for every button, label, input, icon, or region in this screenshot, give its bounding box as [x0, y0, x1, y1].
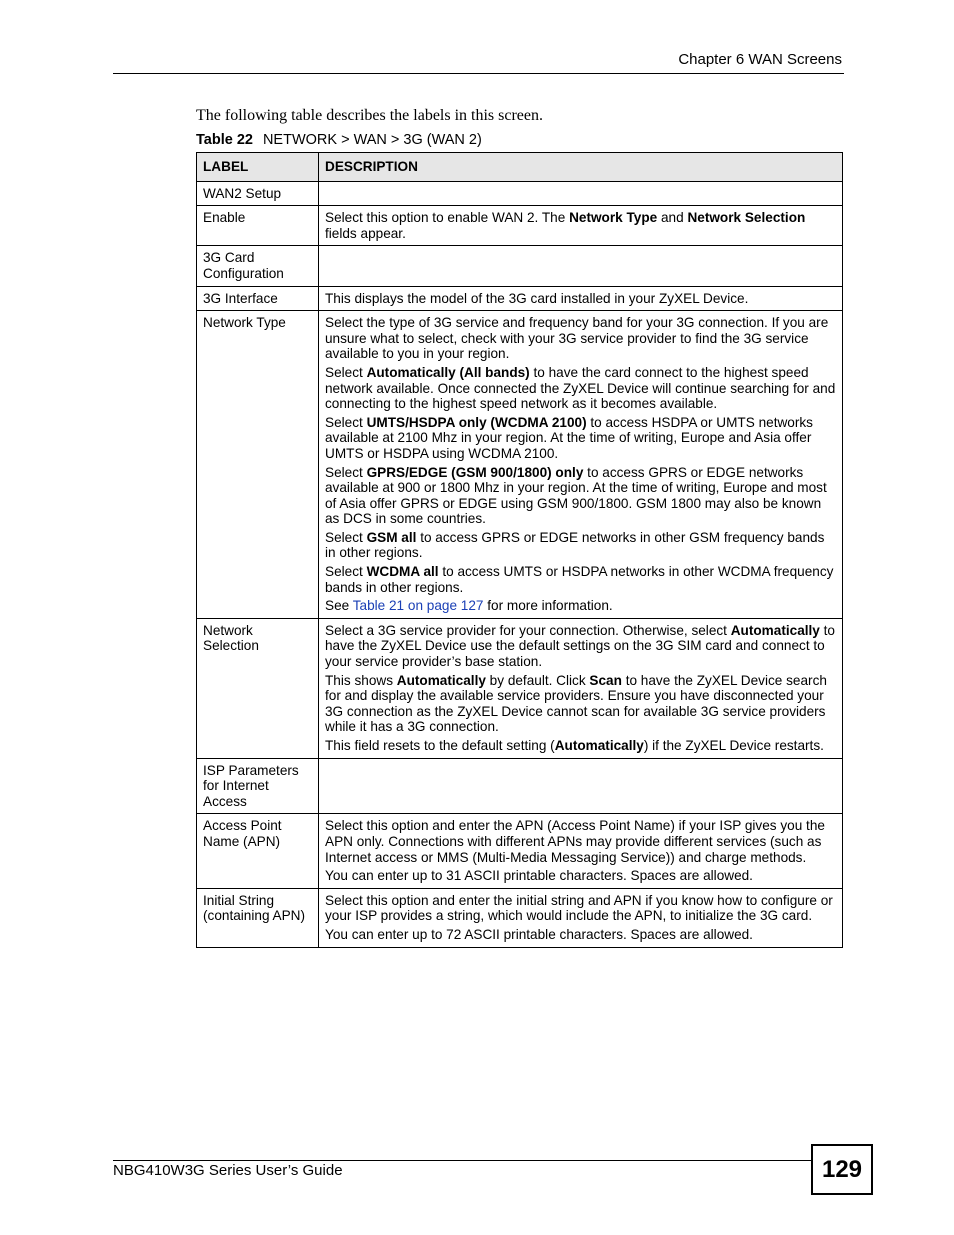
- description-paragraph: [325, 210, 836, 241]
- description-paragraph: [325, 291, 836, 307]
- footer-guide-title: NBG410W3G Series User’s Guide: [113, 1162, 343, 1179]
- description-paragraph: [325, 893, 836, 924]
- table-row: [197, 246, 843, 286]
- bold-term: Network Selection: [687, 210, 806, 226]
- text-segment: to access HSDPA or UMTS networks available at 2100 Mhz in your region. At the time of writing, Europe and Asia offer UMTS or HSDPA using WCDMA 2100.: [325, 414, 813, 461]
- row-description: [319, 286, 843, 311]
- text-segment: to access UMTS or HSDPA networks in other WCDMA frequency bands in other regions.: [325, 564, 834, 595]
- footer-rule: [113, 1160, 811, 1161]
- text-segment: Select this option and enter the initial string and APN if you know how to configure or your ISP provides a string, which would include the APN, to initialize the 3G card.: [325, 892, 833, 924]
- text-segment: See: [325, 598, 353, 614]
- bold-term: WCDMA all: [366, 564, 439, 580]
- description-paragraph: [325, 530, 836, 561]
- row-label: 3G Interface: [197, 286, 319, 311]
- column-header-description: DESCRIPTION: [319, 153, 843, 182]
- text-segment: This displays the model of the 3G card installed in your ZyXEL Device.: [325, 290, 749, 306]
- row-description: [319, 181, 843, 206]
- header-rule: [113, 73, 844, 74]
- text-segment: for more information.: [483, 598, 613, 614]
- text-segment: to have the ZyXEL Device search for and display the available service providers. Ensure you have disconnected your 3G connection as the ZyXEL Device cannot scan for available 3G service providers while it has a 3G connection.: [325, 672, 827, 735]
- bold-term: Scan: [589, 672, 622, 688]
- text-segment: This field resets to the default setting (: [325, 738, 555, 753]
- text-segment: Select: [325, 364, 367, 380]
- row-label: Access Point Name (APN): [197, 814, 319, 888]
- text-segment: Select: [325, 464, 367, 480]
- description-paragraph: [325, 868, 836, 884]
- table-row: [197, 618, 843, 758]
- table-row: [197, 758, 843, 814]
- text-segment: to access GPRS or EDGE networks in other GSM frequency bands in other regions.: [325, 529, 825, 561]
- row-description: [319, 311, 843, 619]
- page-number: 129: [811, 1144, 873, 1195]
- column-header-label: LABEL: [197, 153, 319, 182]
- bold-term: Automatically: [730, 622, 820, 638]
- row-description: [319, 618, 843, 758]
- intro-text: The following table describes the labels in this screen.: [196, 107, 544, 124]
- text-segment: by default. Click: [485, 672, 590, 688]
- table-caption-label: Table 22: [196, 132, 253, 148]
- bold-term: Network Type: [569, 210, 658, 226]
- description-paragraph: [325, 818, 836, 865]
- row-description: [319, 246, 843, 286]
- text-segment: fields appear.: [325, 225, 406, 241]
- bold-term: UMTS/HSDPA only (WCDMA 2100): [366, 414, 587, 430]
- description-table: [196, 152, 843, 948]
- text-segment: Select: [325, 529, 367, 545]
- text-segment: Select: [325, 564, 367, 580]
- table-row: [197, 814, 843, 888]
- description-paragraph: [325, 365, 836, 412]
- description-paragraph: [325, 564, 836, 595]
- description-paragraph: [325, 738, 836, 754]
- description-paragraph: [325, 465, 836, 527]
- description-paragraph: [325, 415, 836, 462]
- row-label: ISP Parameters for Internet Access: [197, 758, 319, 814]
- table-row: [197, 181, 843, 206]
- row-description: [319, 814, 843, 888]
- row-description: [319, 758, 843, 814]
- row-label: WAN2 Setup: [197, 181, 319, 206]
- table-body: [197, 181, 843, 947]
- text-segment: You can enter up to 72 ASCII printable characters. Spaces are allowed.: [325, 926, 753, 942]
- table-row: [197, 206, 843, 246]
- description-paragraph: [325, 927, 836, 943]
- text-segment: and: [657, 210, 688, 226]
- text-segment: to have the card connect to the highest speed network available. Once connected the ZyXEL Device will continue searching for and connecting to the highest speed network as it becomes available.: [325, 364, 836, 412]
- bold-term: Automatically: [396, 672, 486, 688]
- text-segment: This shows: [325, 672, 397, 688]
- table-row: [197, 286, 843, 311]
- bold-term: Automatically (All bands): [366, 364, 530, 380]
- table-header-row: [197, 153, 843, 182]
- text-segment: You can enter up to 31 ASCII printable characters. Spaces are allowed.: [325, 868, 753, 884]
- text-segment: Select a 3G service provider for your connection. Otherwise, select: [325, 622, 731, 638]
- row-label: 3G Card Configuration: [197, 246, 319, 286]
- text-segment: Select the type of 3G service and frequency band for your 3G connection. If you are unsure what to select, check with your 3G service provider to find the 3G service available to you in your region.: [325, 315, 829, 362]
- table-caption-title: NETWORK > WAN > 3G (WAN 2): [262, 132, 482, 148]
- text-segment: Select this option to enable WAN 2. The: [325, 210, 570, 226]
- bold-term: Automatically: [554, 738, 644, 753]
- text-segment: to access GPRS or EDGE networks available at 900 or 1800 Mhz in your region. At the time of writing, Europe and most of Asia offer GPRS or EDGE using GSM 900/1800. GSM 1800 may also be known as DCS in some countries.: [325, 464, 827, 527]
- description-paragraph: [325, 598, 836, 614]
- table-caption: [196, 132, 482, 148]
- text-segment: Select this option and enter the APN (Access Point Name) if your ISP gives you the APN only. Connections with different APNs may provide different services (such as Internet access or MMS (Multi-Media Messaging Service)) and charge methods.: [325, 818, 825, 865]
- cross-reference-link[interactable]: Table 21 on page 127: [352, 598, 484, 614]
- row-label: Initial String (containing APN): [197, 888, 319, 947]
- row-label: Network Type: [197, 311, 319, 619]
- description-paragraph: [325, 315, 836, 362]
- row-label: Network Selection: [197, 618, 319, 758]
- row-label: Enable: [197, 206, 319, 246]
- description-paragraph: [325, 673, 836, 735]
- row-description: [319, 206, 843, 246]
- table-row: [197, 888, 843, 947]
- row-description: [319, 888, 843, 947]
- text-segment: ) if the ZyXEL Device restarts.: [643, 738, 824, 753]
- running-header: Chapter 6 WAN Screens: [678, 51, 842, 68]
- text-segment: to have the ZyXEL Device use the default settings on the 3G SIM card and connect to your service provider’s base station.: [325, 622, 835, 670]
- description-paragraph: [325, 623, 836, 670]
- bold-term: GPRS/EDGE (GSM 900/1800) only: [366, 464, 584, 480]
- text-segment: Select: [325, 414, 367, 430]
- table-row: [197, 311, 843, 619]
- bold-term: GSM all: [366, 529, 417, 545]
